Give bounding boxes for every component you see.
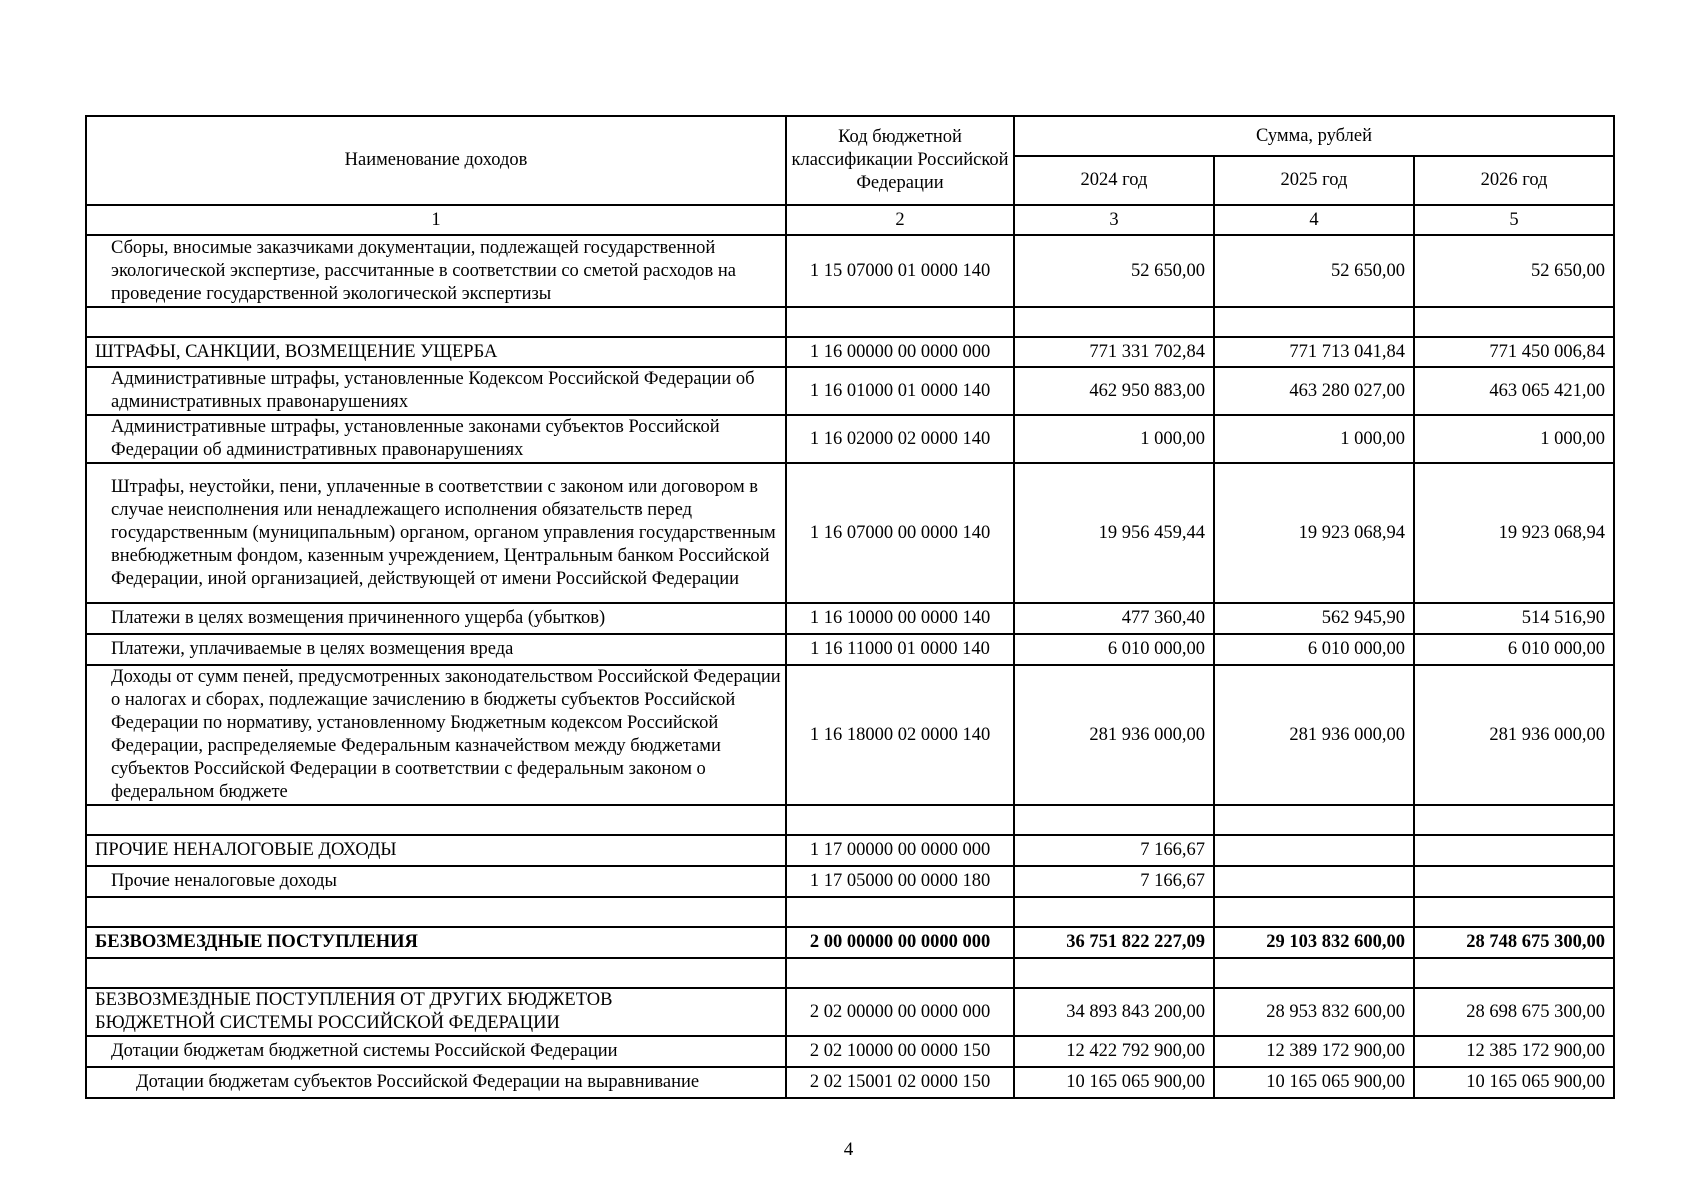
row-value-2024 [1014,958,1214,988]
header-year-2024: 2024 год [1014,156,1214,205]
table-row [86,603,1614,634]
row-value-2026: 52 650,00 [1414,235,1614,307]
table-row-total [86,927,1614,958]
row-name [86,307,786,337]
row-name: Платежи, уплачиваемые в целях возмещения вреда [86,634,786,665]
page-number: 4 [843,1139,854,1160]
row-value-2024: 12 422 792 900,00 [1014,1036,1214,1067]
table-row [86,634,1614,665]
row-value-2026: 19 923 068,94 [1414,463,1614,603]
row-value-2025: 29 103 832 600,00 [1214,927,1414,958]
row-value-2025 [1214,866,1414,897]
header-sum-column: Сумма, рублей [1014,116,1614,156]
row-name: Административные штрафы, установленные законами субъектов Российской Федерации об административных правонарушениях [86,415,786,463]
row-code: 1 16 11000 01 0000 140 [786,634,1014,665]
column-number-3: 3 [1014,205,1214,235]
row-value-2025 [1214,307,1414,337]
row-value-2024: 10 165 065 900,00 [1014,1067,1214,1098]
row-value-2026: 1 000,00 [1414,415,1614,463]
row-value-2026: 12 385 172 900,00 [1414,1036,1614,1067]
row-name: ШТРАФЫ, САНКЦИИ, ВОЗМЕЩЕНИЕ УЩЕРБА [86,337,786,367]
row-code: 2 00 00000 00 0000 000 [786,927,1014,958]
row-code: 2 02 00000 00 0000 000 [786,988,1014,1036]
table-row [86,866,1614,897]
row-value-2024: 771 331 702,84 [1014,337,1214,367]
table-row-section [86,337,1614,367]
row-name: Штрафы, неустойки, пени, уплаченные в соответствии с законом или договором в случае неисполнения или ненадлежащего исполнения обязательств перед государственным (муниципальным) органом, органом управления государственным внебюджетным фондом, казенным учреждением, Центральным банком Российской Федерации, иной организацией, действующей от имени Российской Федерации [86,463,786,603]
row-value-2026 [1414,307,1614,337]
table-row [86,367,1614,415]
header-code-column: Код бюджетной классификации Российской Федерации [786,116,1014,205]
row-name: Доходы от сумм пеней, предусмотренных законодательством Российской Федерации о налогах и сборах, подлежащие зачислению в бюджеты субъектов Российской Федерации по нормативу, установленному Бюджетным кодексом Российской Федерации, распределяемые Федеральным казначейством между бюджетами субъектов Российской Федерации в соответствии с федеральным законом о федеральном бюджете [86,665,786,805]
row-code: 1 16 10000 00 0000 140 [786,603,1014,634]
row-value-2025 [1214,897,1414,927]
row-value-2026: 514 516,90 [1414,603,1614,634]
row-name [86,897,786,927]
header-name-column: Наименование доходов [86,116,786,205]
row-code: 1 16 02000 02 0000 140 [786,415,1014,463]
row-value-2025: 771 713 041,84 [1214,337,1414,367]
row-code [786,307,1014,337]
table-row-empty [86,897,1614,927]
row-code: 2 02 15001 02 0000 150 [786,1067,1014,1098]
row-value-2025: 463 280 027,00 [1214,367,1414,415]
row-value-2025: 10 165 065 900,00 [1214,1067,1414,1098]
row-value-2024: 477 360,40 [1014,603,1214,634]
header-year-2026: 2026 год [1414,156,1614,205]
row-code [786,958,1014,988]
table-row [86,1067,1614,1098]
row-value-2024: 34 893 843 200,00 [1014,988,1214,1036]
row-name: Сборы, вносимые заказчиками документации, подлежащей государственной экологической экспертизе, рассчитанные в соответствии со сметой расходов на проведение государственной экологической экспертизы [86,235,786,307]
row-code: 1 16 07000 00 0000 140 [786,463,1014,603]
row-value-2026 [1414,805,1614,835]
row-name [86,805,786,835]
table-row-section [86,988,1614,1036]
row-value-2026: 771 450 006,84 [1414,337,1614,367]
row-name: ПРОЧИЕ НЕНАЛОГОВЫЕ ДОХОДЫ [86,835,786,866]
row-value-2026: 28 748 675 300,00 [1414,927,1614,958]
row-value-2024: 1 000,00 [1014,415,1214,463]
column-number-4: 4 [1214,205,1414,235]
row-value-2025: 562 945,90 [1214,603,1414,634]
row-code [786,897,1014,927]
row-value-2025: 12 389 172 900,00 [1214,1036,1414,1067]
row-value-2025: 28 953 832 600,00 [1214,988,1414,1036]
row-value-2026 [1414,958,1614,988]
table-row-empty [86,958,1614,988]
row-value-2025 [1214,805,1414,835]
table-row [86,415,1614,463]
header-year-2025: 2025 год [1214,156,1414,205]
row-name: БЕЗВОЗМЕЗДНЫЕ ПОСТУПЛЕНИЯ ОТ ДРУГИХ БЮДЖЕТОВ БЮДЖЕТНОЙ СИСТЕМЫ РОССИЙСКОЙ ФЕДЕРАЦИИ [86,988,786,1036]
row-value-2025: 1 000,00 [1214,415,1414,463]
column-number-1: 1 [86,205,786,235]
row-value-2025: 19 923 068,94 [1214,463,1414,603]
row-value-2026 [1414,897,1614,927]
row-value-2026: 28 698 675 300,00 [1414,988,1614,1036]
row-name: Платежи в целях возмещения причиненного ущерба (убытков) [86,603,786,634]
row-value-2024 [1014,307,1214,337]
budget-revenue-table [85,115,1615,1099]
row-code: 1 16 18000 02 0000 140 [786,665,1014,805]
row-code: 1 16 00000 00 0000 000 [786,337,1014,367]
row-code: 1 16 01000 01 0000 140 [786,367,1014,415]
row-value-2024: 36 751 822 227,09 [1014,927,1214,958]
row-name: БЕЗВОЗМЕЗДНЫЕ ПОСТУПЛЕНИЯ [86,927,786,958]
row-value-2026: 10 165 065 900,00 [1414,1067,1614,1098]
row-value-2025 [1214,835,1414,866]
column-number-5: 5 [1414,205,1614,235]
row-value-2025: 52 650,00 [1214,235,1414,307]
row-code [786,805,1014,835]
table-row [86,463,1614,603]
table-row [86,665,1614,805]
table-row [86,235,1614,307]
row-value-2024: 6 010 000,00 [1014,634,1214,665]
row-value-2024 [1014,897,1214,927]
row-value-2026: 463 065 421,00 [1414,367,1614,415]
row-value-2026: 281 936 000,00 [1414,665,1614,805]
row-value-2024: 7 166,67 [1014,866,1214,897]
row-name: Дотации бюджетам субъектов Российской Федерации на выравнивание [86,1067,786,1098]
row-value-2026: 6 010 000,00 [1414,634,1614,665]
table-row-empty [86,307,1614,337]
row-code: 1 17 05000 00 0000 180 [786,866,1014,897]
row-value-2026 [1414,835,1614,866]
row-name: Прочие неналоговые доходы [86,866,786,897]
column-number-2: 2 [786,205,1014,235]
table-row-empty [86,805,1614,835]
row-value-2026 [1414,866,1614,897]
row-value-2024 [1014,805,1214,835]
row-value-2024: 7 166,67 [1014,835,1214,866]
row-value-2024: 462 950 883,00 [1014,367,1214,415]
row-name: Административные штрафы, установленные Кодексом Российской Федерации об административных правонарушениях [86,367,786,415]
table-row [86,1036,1614,1067]
row-name: Дотации бюджетам бюджетной системы Российской Федерации [86,1036,786,1067]
budget-table-container [85,115,1613,1099]
row-value-2025 [1214,958,1414,988]
row-value-2024: 52 650,00 [1014,235,1214,307]
row-value-2024: 19 956 459,44 [1014,463,1214,603]
row-code: 1 17 00000 00 0000 000 [786,835,1014,866]
row-value-2025: 6 010 000,00 [1214,634,1414,665]
row-name [86,958,786,988]
row-code: 2 02 10000 00 0000 150 [786,1036,1014,1067]
row-code: 1 15 07000 01 0000 140 [786,235,1014,307]
row-value-2024: 281 936 000,00 [1014,665,1214,805]
table-row-section [86,835,1614,866]
row-value-2025: 281 936 000,00 [1214,665,1414,805]
